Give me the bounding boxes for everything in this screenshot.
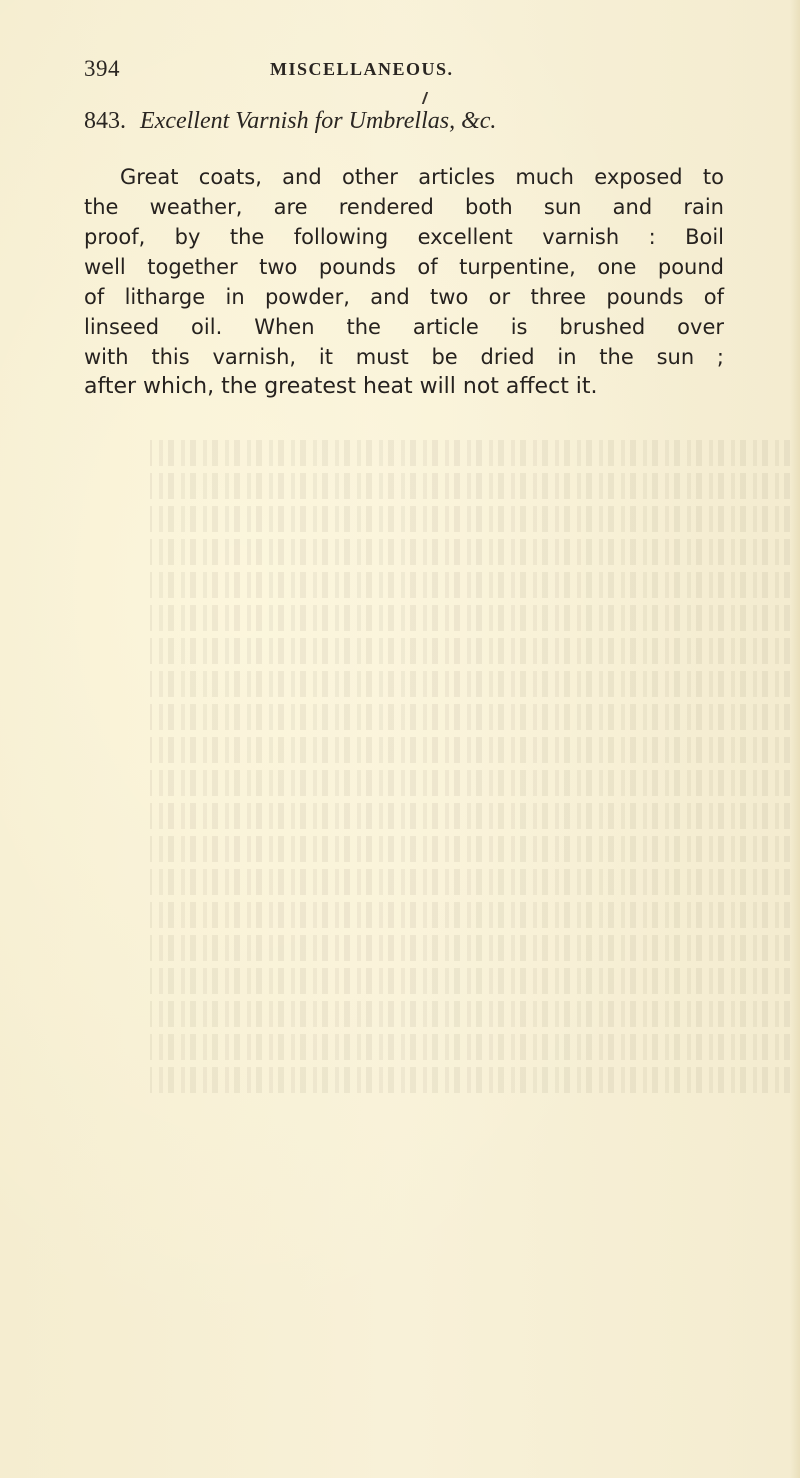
body-line: of litharge in powder, and two or three pounds of [84,285,724,309]
running-head [84,56,724,90]
recipe-number: 843. [84,108,126,134]
body-line: proof, by the following excellent varnish : Boil [84,225,724,249]
body-line: well together two pounds of turpentine, one pound [84,255,724,279]
running-head-title: MISCELLANEOUS. [270,59,454,79]
recipe-title: Excellent Varnish for Umbrellas, &c. [140,108,497,134]
body-line: the weather, are rendered both sun and rain [84,195,724,219]
body-line: Great coats, and other articles much exposed to [120,165,724,189]
recipe-body [84,162,724,402]
show-through-from-reverse-page [150,440,790,1140]
stray-ink-mark [422,92,428,104]
page-edge-shadow [790,0,800,1478]
body-line: linseed oil. When the article is brushed over [84,315,724,339]
recipe-heading [84,108,724,135]
body-line: after which, the greatest heat will not affect it. [84,374,598,399]
page-number: 394 [84,56,120,81]
body-line: with this varnish, it must be dried in the sun ; [84,345,724,369]
